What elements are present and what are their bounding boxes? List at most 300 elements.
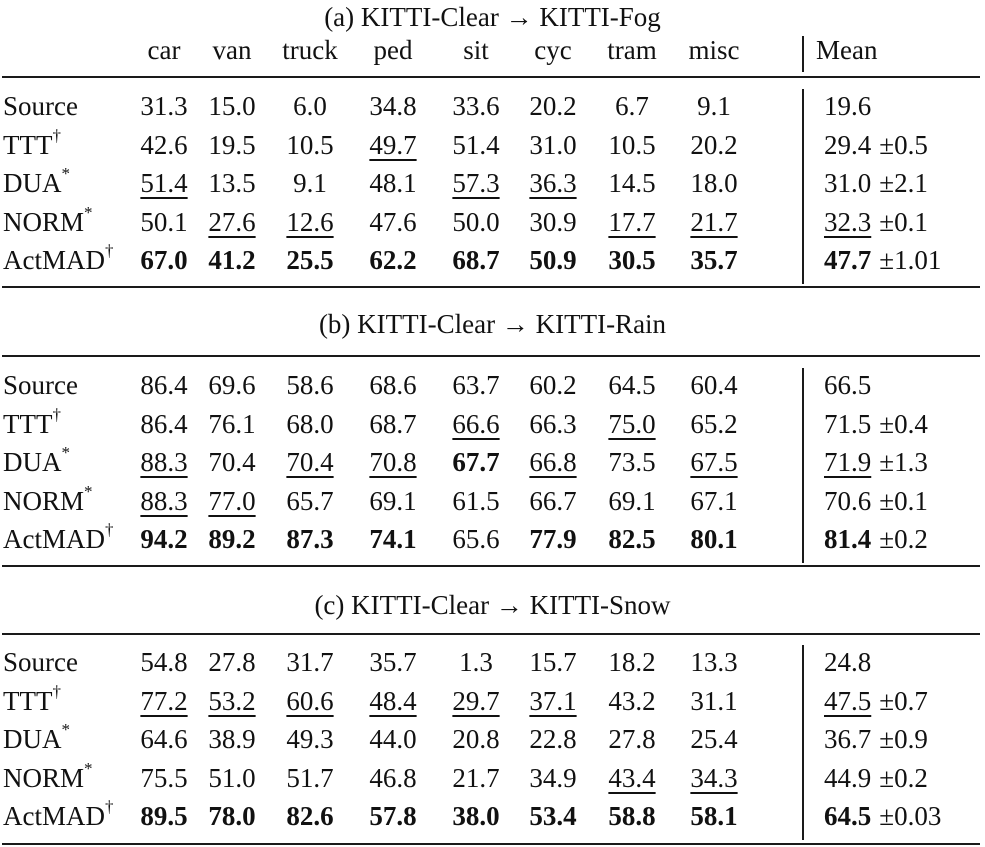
value-cell-tram <box>597 405 667 443</box>
value: 48.4 <box>369 685 417 716</box>
value-cell-sit <box>441 405 511 443</box>
value: 15.7 <box>529 647 577 677</box>
value: 67.7 <box>452 447 500 478</box>
value: 34.3 <box>690 762 738 793</box>
value: 60.2 <box>529 370 577 400</box>
value-cell-cyc <box>518 203 588 241</box>
top-rule <box>2 355 980 357</box>
std-value: ±0.9 <box>879 724 928 755</box>
value-cell-car <box>129 87 199 125</box>
value-cell-tram <box>597 126 667 164</box>
table-row <box>0 720 985 758</box>
value: 20.8 <box>452 724 500 755</box>
value-cell-van <box>197 164 267 202</box>
mean-value: 70.6 <box>824 485 872 516</box>
value: 66.3 <box>529 408 577 439</box>
std-value: ±0.7 <box>879 685 928 716</box>
value-cell-sit <box>441 443 511 481</box>
mean-value: 44.9 <box>824 762 872 793</box>
value-cell-misc <box>679 720 749 758</box>
value-cell-sit <box>441 797 511 835</box>
std-value: ±2.1 <box>879 168 928 199</box>
column-header: tram <box>607 35 657 65</box>
value: 13.5 <box>208 168 256 199</box>
value: 49.7 <box>369 129 417 160</box>
value-cell-tram <box>597 443 667 481</box>
mean-cell <box>824 520 928 558</box>
value: 53.4 <box>529 801 577 832</box>
bottom-rule <box>2 565 980 567</box>
value: 66.8 <box>529 447 577 478</box>
value: 18.0 <box>690 168 738 199</box>
value-cell-truck <box>275 643 345 681</box>
value: 70.8 <box>369 447 417 478</box>
value: 50.1 <box>140 206 188 237</box>
value: 48.1 <box>369 168 417 199</box>
value: 10.5 <box>286 129 334 160</box>
mean-value: 36.7 <box>824 724 872 755</box>
value-cell-car <box>129 682 199 720</box>
value: 20.2 <box>529 91 577 121</box>
method-mark: * <box>61 164 70 184</box>
std-value: ±0.4 <box>879 408 928 439</box>
method-name: Source <box>3 91 78 121</box>
table-row <box>0 682 985 720</box>
value: 30.5 <box>608 245 656 276</box>
value-cell-misc <box>679 164 749 202</box>
value: 47.6 <box>369 206 417 237</box>
value-cell-sit <box>441 203 511 241</box>
value-cell-tram <box>597 87 667 125</box>
value: 80.1 <box>690 524 738 555</box>
table-row <box>0 643 985 681</box>
value-cell-cyc <box>518 520 588 558</box>
column-header: truck <box>282 35 338 65</box>
std-value: ±1.01 <box>879 245 942 276</box>
value: 34.9 <box>529 762 577 793</box>
value: 64.6 <box>140 724 188 755</box>
value-cell-sit <box>441 164 511 202</box>
mean-value: 47.5 <box>824 685 872 716</box>
mean-value: 31.0 <box>824 168 872 199</box>
value-cell-tram <box>597 643 667 681</box>
value: 35.7 <box>369 647 417 677</box>
value-cell-car <box>129 720 199 758</box>
std-value: ±0.2 <box>879 762 928 793</box>
method-mark: † <box>52 404 61 424</box>
value-cell-car <box>129 797 199 835</box>
value-cell-car <box>129 482 199 520</box>
value-cell-misc <box>679 797 749 835</box>
value-cell-ped <box>358 87 428 125</box>
table-row <box>0 203 985 241</box>
value-cell-van <box>197 643 267 681</box>
value-cell-sit <box>441 482 511 520</box>
value-cell-misc <box>679 682 749 720</box>
mean-value: 81.4 <box>824 524 872 555</box>
method-mark: * <box>84 202 93 222</box>
value-cell-van <box>197 720 267 758</box>
value: 37.1 <box>529 685 577 716</box>
value-cell-truck <box>275 366 345 404</box>
value-cell-car <box>129 366 199 404</box>
value: 31.3 <box>140 91 188 121</box>
value-cell-van <box>197 405 267 443</box>
value-cell-cyc <box>518 643 588 681</box>
mean-cell <box>824 720 928 758</box>
value: 42.6 <box>140 129 188 160</box>
value: 62.2 <box>369 245 417 276</box>
value-cell-ped <box>358 643 428 681</box>
method-name: DUA* <box>3 164 70 199</box>
value-cell-ped <box>358 682 428 720</box>
mean-cell <box>824 405 928 443</box>
value: 78.0 <box>208 801 256 832</box>
mean-value: 29.4 <box>824 129 872 160</box>
table-row <box>0 241 985 279</box>
value: 77.0 <box>208 485 256 516</box>
value-cell-ped <box>358 126 428 164</box>
value-cell-tram <box>597 241 667 279</box>
method-mark: * <box>84 481 93 501</box>
mean-value: 24.8 <box>824 647 872 677</box>
value-cell-car <box>129 126 199 164</box>
method-name: Source <box>3 370 78 400</box>
value-cell-sit <box>441 720 511 758</box>
mean-cell <box>824 203 928 241</box>
table-row <box>0 759 985 797</box>
std-value: ±1.3 <box>879 447 928 478</box>
method-name: NORM* <box>3 202 93 237</box>
value: 12.6 <box>286 206 334 237</box>
value-cell-tram <box>597 682 667 720</box>
mean-cell <box>824 682 928 720</box>
column-header-row <box>0 31 985 69</box>
value-cell-ped <box>358 241 428 279</box>
value-cell-truck <box>275 520 345 558</box>
value: 27.8 <box>608 724 656 755</box>
value: 87.3 <box>286 524 334 555</box>
mean-value: 47.7 <box>824 245 872 276</box>
method-mark: † <box>52 681 61 701</box>
value: 86.4 <box>140 408 188 439</box>
value: 22.8 <box>529 724 577 755</box>
mean-value: 64.5 <box>824 801 872 832</box>
value: 31.1 <box>690 685 738 716</box>
value: 30.9 <box>529 206 577 237</box>
value: 51.0 <box>208 762 256 793</box>
std-value: ±0.2 <box>879 524 928 555</box>
method-name: DUA* <box>3 720 70 755</box>
value: 6.7 <box>615 91 649 121</box>
value-cell-ped <box>358 520 428 558</box>
value: 25.5 <box>286 245 334 276</box>
value-cell-truck <box>275 759 345 797</box>
std-value: ±0.1 <box>879 206 928 237</box>
value-cell-van <box>197 87 267 125</box>
value: 88.3 <box>140 447 188 478</box>
value-cell-cyc <box>518 164 588 202</box>
value: 38.9 <box>208 724 256 755</box>
value: 51.4 <box>140 168 188 199</box>
value: 25.4 <box>690 724 738 755</box>
value: 6.0 <box>293 91 327 121</box>
value-cell-cyc <box>518 241 588 279</box>
value: 89.2 <box>208 524 256 555</box>
value: 53.2 <box>208 685 256 716</box>
value-cell-car <box>129 405 199 443</box>
value-cell-cyc <box>518 682 588 720</box>
value-cell-cyc <box>518 720 588 758</box>
value-cell-tram <box>597 366 667 404</box>
value-cell-tram <box>597 720 667 758</box>
value: 10.5 <box>608 129 656 160</box>
value-cell-ped <box>358 720 428 758</box>
value-cell-car <box>129 520 199 558</box>
method-name: ActMAD† <box>3 241 114 276</box>
value: 75.0 <box>608 408 656 439</box>
value-cell-van <box>197 203 267 241</box>
value-cell-cyc <box>518 759 588 797</box>
value: 64.5 <box>608 370 656 400</box>
value: 69.1 <box>369 485 417 516</box>
value: 66.6 <box>452 408 500 439</box>
value-cell-sit <box>441 643 511 681</box>
mean-cell <box>824 759 928 797</box>
mean-value: 71.5 <box>824 408 872 439</box>
value: 29.7 <box>452 685 500 716</box>
value-cell-misc <box>679 520 749 558</box>
value: 9.1 <box>293 168 327 199</box>
value: 43.4 <box>608 762 656 793</box>
value: 43.2 <box>608 685 656 716</box>
column-header: van <box>212 35 252 65</box>
value: 66.7 <box>529 485 577 516</box>
value-cell-ped <box>358 366 428 404</box>
value: 67.5 <box>690 447 738 478</box>
value-cell-cyc <box>518 87 588 125</box>
value: 58.1 <box>690 801 738 832</box>
value: 68.7 <box>452 245 500 276</box>
value-cell-misc <box>679 87 749 125</box>
method-name: TTT† <box>3 681 61 716</box>
value-cell-tram <box>597 203 667 241</box>
value: 88.3 <box>140 485 188 516</box>
bottom-rule <box>2 843 980 845</box>
value: 34.8 <box>369 91 417 121</box>
value: 58.8 <box>608 801 656 832</box>
value-cell-tram <box>597 759 667 797</box>
value-cell-tram <box>597 482 667 520</box>
value-cell-truck <box>275 164 345 202</box>
std-value: ±0.5 <box>879 129 928 160</box>
column-header: sit <box>463 35 489 65</box>
mean-value: 32.3 <box>824 206 872 237</box>
value: 94.2 <box>140 524 188 555</box>
value-cell-truck <box>275 241 345 279</box>
value: 13.3 <box>690 647 738 677</box>
method-mark: † <box>105 797 114 817</box>
bottom-rule <box>2 286 980 288</box>
value: 77.9 <box>529 524 577 555</box>
value: 82.6 <box>286 801 334 832</box>
value: 21.7 <box>452 762 500 793</box>
value: 17.7 <box>608 206 656 237</box>
method-name: Source <box>3 647 78 677</box>
value-cell-car <box>129 203 199 241</box>
value: 60.6 <box>286 685 334 716</box>
column-header: car <box>147 35 181 65</box>
value-cell-ped <box>358 164 428 202</box>
value: 20.2 <box>690 129 738 160</box>
table-row <box>0 405 985 443</box>
mean-cell <box>824 87 871 125</box>
value-cell-sit <box>441 241 511 279</box>
value-cell-car <box>129 759 199 797</box>
value: 50.0 <box>452 206 500 237</box>
value: 69.6 <box>208 370 256 400</box>
value: 19.5 <box>208 129 256 160</box>
std-value: ±0.1 <box>879 485 928 516</box>
value: 61.5 <box>452 485 500 516</box>
value-cell-misc <box>679 203 749 241</box>
value-cell-truck <box>275 443 345 481</box>
table-caption: (c) KITTI-Clear → KITTI-Snow <box>314 590 671 620</box>
value-cell-ped <box>358 797 428 835</box>
value-cell-van <box>197 520 267 558</box>
value: 1.3 <box>459 647 493 677</box>
value-cell-ped <box>358 482 428 520</box>
value: 14.5 <box>608 168 656 199</box>
value-cell-cyc <box>518 482 588 520</box>
top-rule <box>2 633 980 635</box>
method-name: ActMAD† <box>3 797 114 832</box>
value: 21.7 <box>690 206 738 237</box>
value-cell-van <box>197 797 267 835</box>
top-rule <box>2 76 980 78</box>
mean-value: 66.5 <box>824 370 872 400</box>
value: 68.0 <box>286 408 334 439</box>
value: 89.5 <box>140 801 188 832</box>
value-cell-van <box>197 682 267 720</box>
method-mark: † <box>52 125 61 145</box>
value: 65.7 <box>286 485 334 516</box>
value-cell-misc <box>679 643 749 681</box>
value: 67.0 <box>140 245 188 276</box>
method-mark: † <box>105 241 114 261</box>
table-row <box>0 164 985 202</box>
value: 31.7 <box>286 647 334 677</box>
value-cell-truck <box>275 405 345 443</box>
method-name: ActMAD† <box>3 520 114 555</box>
value: 18.2 <box>608 647 656 677</box>
value: 35.7 <box>690 245 738 276</box>
method-name: DUA* <box>3 443 70 478</box>
method-mark: * <box>61 720 70 740</box>
table-row <box>0 797 985 835</box>
value: 27.8 <box>208 647 256 677</box>
value: 82.5 <box>608 524 656 555</box>
value-cell-sit <box>441 87 511 125</box>
value-cell-truck <box>275 482 345 520</box>
value-cell-truck <box>275 87 345 125</box>
value-cell-misc <box>679 126 749 164</box>
value-cell-sit <box>441 520 511 558</box>
value: 76.1 <box>208 408 256 439</box>
value: 86.4 <box>140 370 188 400</box>
value: 51.7 <box>286 762 334 793</box>
value-cell-car <box>129 643 199 681</box>
value-cell-misc <box>679 443 749 481</box>
value: 75.5 <box>140 762 188 793</box>
value-cell-truck <box>275 126 345 164</box>
value: 69.1 <box>608 485 656 516</box>
method-mark: * <box>84 758 93 778</box>
mean-cell <box>824 126 928 164</box>
mean-cell <box>824 366 871 404</box>
value-cell-ped <box>358 405 428 443</box>
value-cell-sit <box>441 126 511 164</box>
value-cell-truck <box>275 797 345 835</box>
value: 73.5 <box>608 447 656 478</box>
value-cell-tram <box>597 520 667 558</box>
value-cell-misc <box>679 241 749 279</box>
table-row <box>0 482 985 520</box>
value-cell-car <box>129 443 199 481</box>
value: 36.3 <box>529 168 577 199</box>
value: 67.1 <box>690 485 738 516</box>
value-cell-truck <box>275 682 345 720</box>
method-name: TTT† <box>3 404 61 439</box>
value-cell-cyc <box>518 443 588 481</box>
value-cell-cyc <box>518 126 588 164</box>
method-name: TTT† <box>3 125 61 160</box>
value: 49.3 <box>286 724 334 755</box>
mean-value: 71.9 <box>824 447 872 478</box>
value: 65.6 <box>452 524 500 555</box>
value: 41.2 <box>208 245 256 276</box>
value: 70.4 <box>208 447 256 478</box>
mean-cell <box>824 482 928 520</box>
std-value: ±0.03 <box>879 801 942 832</box>
value-cell-misc <box>679 405 749 443</box>
value-cell-van <box>197 482 267 520</box>
value: 57.8 <box>369 801 417 832</box>
value-cell-car <box>129 164 199 202</box>
value-cell-misc <box>679 482 749 520</box>
value: 9.1 <box>697 91 731 121</box>
value-cell-sit <box>441 682 511 720</box>
value: 15.0 <box>208 91 256 121</box>
column-header: misc <box>688 35 740 65</box>
value-cell-misc <box>679 366 749 404</box>
value-cell-van <box>197 241 267 279</box>
table-row <box>0 443 985 481</box>
value: 38.0 <box>452 801 500 832</box>
table-row <box>0 520 985 558</box>
table-row <box>0 366 985 404</box>
column-header: ped <box>373 35 413 65</box>
value: 65.2 <box>690 408 738 439</box>
value-cell-cyc <box>518 405 588 443</box>
value: 46.8 <box>369 762 417 793</box>
mean-cell <box>824 164 928 202</box>
value: 51.4 <box>452 129 500 160</box>
method-mark: † <box>105 520 114 540</box>
value: 63.7 <box>452 370 500 400</box>
value-cell-ped <box>358 759 428 797</box>
value-cell-car <box>129 241 199 279</box>
